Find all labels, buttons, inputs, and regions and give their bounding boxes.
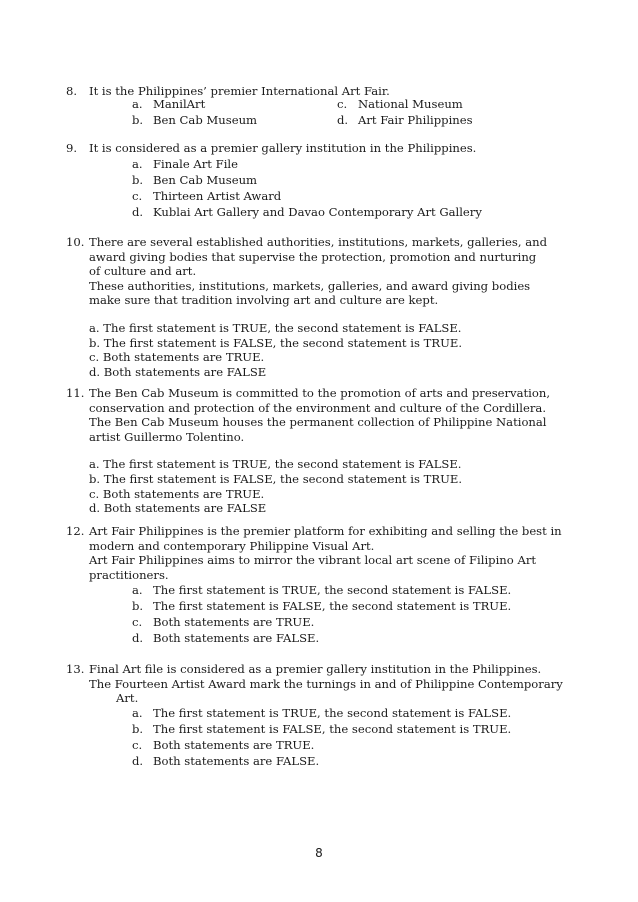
question-text-line: There are several established authorities, institutions, markets, galleries, and [89,235,548,249]
option-d: d. Both statements are FALSE [89,501,267,516]
option-a: a. ManilArt [132,97,206,111]
option-c: c. Both statements are TRUE. [89,350,265,365]
option-d: d. Both statements are FALSE [89,364,267,379]
question-number: 12. [66,524,85,538]
question-text-line: Art. [116,691,139,706]
question-text: It is the Philippines’ premier International Art Fair. [89,84,390,98]
option-d: d. Art Fair Philippines [337,113,473,127]
question-text-line: conservation and protection of the environment and culture of the Cordillera. [89,400,547,415]
question-text-line: The Ben Cab Museum houses the permanent collection of Philippine National [89,415,547,430]
question-text-line: practitioners. [89,567,169,582]
question-text-line: award giving bodies that supervise the protection, promotion and nurturing [89,249,537,264]
question-text-line: of culture and art. [89,264,197,279]
question-text-line: The Fourteen Artist Award mark the turnings in and of Philippine Contemporary [89,676,563,691]
question-text-line: Final Art file is considered as a premier gallery institution in the Philippines. [89,662,542,676]
question-text-line: Art Fair Philippines aims to mirror the vibrant local art scene of Filipino Art [89,553,537,568]
question-number: 13. [66,662,85,676]
question-number: 11. [66,386,85,400]
question-number: 9. [66,141,78,155]
option-b: b. The first statement is FALSE, the second statement is TRUE. [89,335,463,350]
question-text-line: artist Guillermo Tolentino. [89,429,245,444]
document-page: 8. It is the Philippines’ premier International Art Fair. a. ManilArt b. Ben Cab Museum c. National Museum d. Art Fair Philippines 9. It is considered as a premier gallery institution in the Philippines. a. Finale Art File b. Ben Cab Museum c. Thirteen Artist Award d. Kublai Art Gallery and Davao Contemporary Art Gallery 10. There are several established authorities, institutions, markets, galleries, and award giving bodies that supervise the protection, promotion and nurturing of culture and art. These authorities, institutions, markets, galleries, and award giving bodies make sure that tradition involving art and culture are kept. a. The first statement is TRUE, the second statement is FALSE. b. The first statement is FALSE, the second statement is TRUE. c. Both statements are TRUE. d. Both statements are FALSE 11. The Ben Cab Museum is committed to the promotion of arts and preservation, conservation and protection of the environment and culture of the Cordillera. The Ben Cab Museum houses the permanent collection of Philippine National artist Guillermo Tolentino. a. The first statement is TRUE, the second statement is FALSE. b. The first statement is FALSE, the second statement is TRUE. c. Both statements are TRUE. d. Both statements are FALSE 12. Art Fair Philippines is the premier platform for exhibiting and selling the best in modern and contemporary Philippine Visual Art. Art Fair Philippines aims to mirror the vibrant local art scene of Filipino Art practitioners. a. The first statement is TRUE, the second statement is FALSE. b. The first statement is FALSE, the second statement is TRUE. c. Both statements are TRUE. d. Both statements are FALSE. 13. Final Art file is considered as a premier gallery institution in the Philippines. The Fourteen Artist Award mark the turnings in and of Philippine Contemporary Art. a. The first statement is TRUE, the second statement is FALSE. b. The first statement is FALSE, the second statement is TRUE. c. Both statements are TRUE. d. Both statements are FALSE. 8 [0,0,638,902]
question-number: 8. [66,84,78,98]
option-c: c. National Museum [337,97,463,111]
option-a: a. The first statement is TRUE, the second statement is FALSE. [89,320,462,335]
question-text: It is considered as a premier gallery institution in the Philippines. [89,141,477,155]
option-a: a. The first statement is TRUE, the second statement is FALSE. [89,457,462,472]
question-text-line: The Ben Cab Museum is committed to the promotion of arts and preservation, [89,386,551,400]
option-c: c. Both statements are TRUE. [89,486,265,501]
question-text-line: Art Fair Philippines is the premier platform for exhibiting and selling the best in [89,524,562,538]
option-b: b. Ben Cab Museum [132,113,258,127]
question-text-line: These authorities, institutions, markets, galleries, and award giving bodies [89,278,531,293]
option-b: b. The first statement is FALSE, the second statement is TRUE. [89,471,463,486]
question-text-line: make sure that tradition involving art and culture are kept. [89,293,439,308]
question-number: 10. [66,235,85,249]
question-text-line: modern and contemporary Philippine Visual Art. [89,538,375,553]
page-number: 8 [315,846,323,860]
